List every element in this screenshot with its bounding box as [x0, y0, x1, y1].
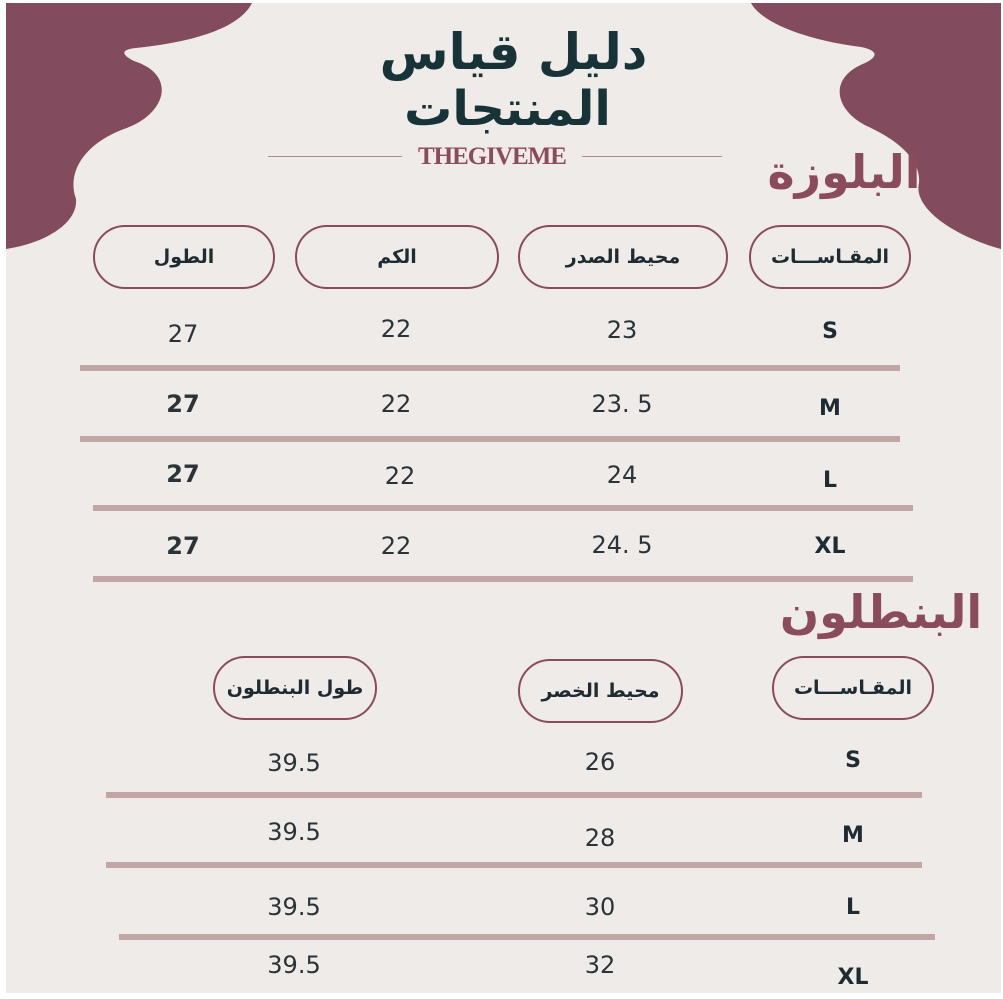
blouse-row-size: S	[822, 319, 838, 344]
pants-row-length: 39.5	[267, 893, 321, 921]
blouse-header-length: الطول	[93, 225, 275, 289]
blouse-row-divider	[93, 576, 913, 582]
pants-row-waist: 28	[584, 824, 616, 852]
pants-row-size: L	[845, 895, 861, 920]
brand-name: THEGIVEME	[418, 143, 566, 170]
blouse-row-sleeve: 22	[384, 462, 416, 490]
blouse-section-title: البلوزة	[767, 145, 921, 199]
blouse-row-sleeve: 22	[380, 315, 412, 343]
blouse-row-sleeve: 22	[380, 532, 412, 560]
pants-section-title: البنطلون	[779, 585, 983, 639]
blouse-row-sleeve: 22	[380, 390, 412, 418]
blouse-row-divider	[93, 505, 913, 511]
pants-header-length: طول البنطلون	[213, 656, 377, 720]
pants-row-waist: 32	[584, 951, 616, 979]
blouse-row-divider	[80, 436, 900, 442]
blouse-row-chest: 23	[606, 316, 638, 344]
brand-divider-left	[268, 156, 402, 157]
pants-row-waist: 30	[584, 893, 616, 921]
pants-row-waist: 26	[584, 748, 616, 776]
pants-row-divider	[106, 792, 922, 798]
brand-divider-right	[582, 156, 722, 157]
blouse-row-divider	[80, 365, 900, 371]
blouse-row-length: 27	[166, 390, 200, 418]
blouse-row-size: XL	[814, 534, 846, 559]
blouse-row-size: M	[819, 396, 841, 421]
blouse-row-size: L	[822, 468, 838, 493]
blouse-header-sizes: المقـاســـات	[749, 225, 911, 289]
pants-row-size: XL	[837, 965, 869, 990]
blouse-row-length: 27	[167, 320, 199, 348]
blouse-row-length: 27	[166, 460, 200, 488]
blouse-row-chest: 24	[606, 461, 638, 489]
pants-row-length: 39.5	[267, 951, 321, 979]
pants-header-sizes: المقـاســـات	[772, 656, 934, 720]
pants-row-divider	[106, 862, 922, 868]
pants-row-size: M	[842, 823, 864, 848]
pants-header-waist: محيط الخصر	[518, 659, 683, 723]
pants-row-size: S	[845, 748, 861, 773]
blouse-row-chest: 23. 5	[591, 390, 653, 418]
blouse-row-chest: 24. 5	[591, 531, 653, 559]
title-line-1: دليل قياس	[379, 23, 648, 81]
blouse-header-chest: محيط الصدر	[518, 225, 728, 289]
pants-row-divider	[119, 934, 935, 940]
size-guide-page	[6, 3, 1001, 993]
pants-row-length: 39.5	[267, 818, 321, 846]
title-line-2: المنتجات	[404, 81, 611, 137]
pants-row-length: 39.5	[267, 749, 321, 777]
blouse-row-length: 27	[166, 532, 200, 560]
blouse-header-sleeve: الكم	[295, 225, 499, 289]
